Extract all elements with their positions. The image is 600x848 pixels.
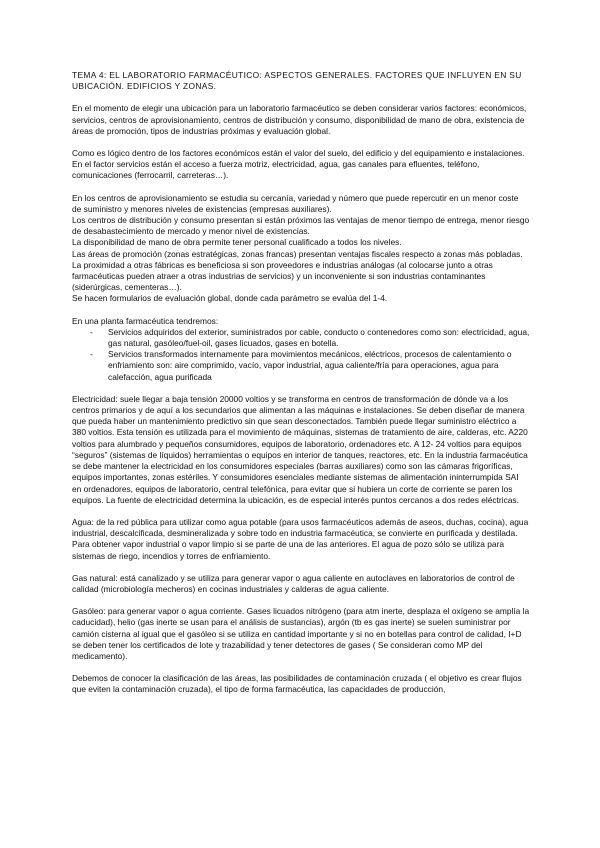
paragraph-electricity: Electricidad: suele llegar a baja tensión 20000 voltios y se transforma en centros de transformación de dónde va a los centros primarios y de aquí a los secundarios que alimentan a las máquinas e instalaciones. Se deben diseñar de manera que pueda haber un mantenimiento predictivo sin que sean desconectados. También puede llegar suministro eléctrico a 380 voltios. Esta tensión es utilizada para el movimiento de máquinas, sistemas de tratamiento de aire, calderas, etc. A220 voltios para alumbrado y pequeños consumidores, equipos de laboratorio, ordenadores etc. A 12- 24 voltios para equipos “seguros” (sistemas de líquidos) herramientas o equipos en interior de tanques, reactores, etc. En la industria farmacéutica se debe mantener la electricidad en los consumidores especiales (barras auxiliares) como son las cámaras frigoríficas, equipos importantes, zonas estériles. Y consumidores esenciales mediante sistemas de alimentación ininterrumpida SAI en ordenadores, equipos de laboratorio, central telefónica, para evitar que si hubiera un corte de corriente se paren los equipos. La fuente de electricidad determina la ubicación, es de especial interés puntos cercanos a dos redes eléctricas. (72, 393, 528, 505)
list-item: - Servicios adquiridos del exterior, suministrados por cable, conducto o contenedores como son: electricidad, agua, gas natural, gasóleo/fuel-oil, gases licuados, gases en botella. (90, 327, 530, 349)
block-line: Las áreas de promoción (zonas estratégicas, zonas francas) presentan ventajas fiscales respecto a zonas más pobladas. (72, 248, 523, 259)
block-line: Los centros de distribución y consumo presentan si están próximos las ventajas de menor tiempo de entrega, menor riesgo de desabastecimiento de mercado y menor nivel de existencias. (72, 215, 530, 237)
services-list (72, 327, 530, 383)
block-line: La proximidad a otras fábricas es beneficiosa si son proveedores e industrias análogas (al colocarse junto a otras farmacéuticas pueden atraer a otras industrias de servicios) y un inconveniente si son industrias contaminantes (siderúrgicas, cementeras…). (72, 259, 493, 293)
paragraph-water: Agua: de la red pública para utilizar como agua potable (para usos farmacéuticos además de aseos, duchas, cocina), agua industrial, descalcificada, desmineralizada y sobre todo en industria farmacéutica, se convierte en purificada y destilada. Para obtener vapor industrial o vapor limpio si se parte de una de las anteriores. El agua de pozo sólo se utiliza para sistemas de riego, incendios y torres de enfriamiento. (72, 516, 529, 561)
block-line: La disponibilidad de mano de obra permite tener personal cualificado a todos los niveles. (72, 237, 402, 248)
paragraph-natural-gas: Gas natural: está canalizado y se utiliza para generar vapor o agua caliente en autoclaves en laboratorios de control de calidad (microbiología mecheros) en cocinas industriales y calderas de agua caliente. (72, 572, 515, 594)
paragraph-gasoil: Gasóleo: para generar vapor o agua corriente. Gases licuados nitrógeno (para atm inerte, desplaza el oxígeno se amplía la caducidad), helio (gas inerte se usan para el análisis de sustancias), argón (tb es gas inerte) se suelen suministrar por camión cisterna al igual que el gasóleo si se utiliza en cantidad importante y si no en botellas para control de calidad, I+D se deben tener los certificados de lote y trazabilidad y tener detectores de gases ( Se consideran como MP del medicamento). (72, 606, 530, 661)
block-line: Se hacen formularios de evaluación global, donde cada parámetro se evalúa del 1-4. (72, 293, 388, 304)
paragraph-economic-services: Como es lógico dentro de los factores económicos están el valor del suelo, del edificio y del equipamiento e instalaciones. En el factor servicios están el acceso a fuerza motriz, electricidad, agua, gas canales para efluentes, teléfono, comunicaciones (ferrocarril, carreteras…). (72, 148, 525, 181)
block-line: En los centros de aprovisionamiento se estudia su cercanía, variedad y número que puede repercutir en un menor coste de suministro y menores niveles de existencias (empresas auxiliares). (72, 192, 519, 214)
document-title: TEMA 4: EL LABORATORIO FARMACÉUTICO: ASPECTOS GENERALES. FACTORES QUE INFLUYEN EN SU UBICACIÓN. EDIFICIOS Y ZONAS. (72, 70, 522, 92)
list-item: - Servicios transformados internamente para movimientos mecánicos, eléctricos, procesos de calentamiento o enfriamiento son: aire comprimido, vacío, vapor industrial, agua caliente/fría para operaciones, agua para calefacción, agua purificada (90, 349, 530, 383)
paragraph-block-supply-distribution (72, 193, 530, 305)
paragraph-location-factors: En el momento de elegir una ubicación para un laboratorio farmacéutico se deben considerar varios factores: económicos, servicios, centros de aprovisionamiento, centros de distribución y consumo, disponibilidad de mano de obra, existencia de áreas de promoción, tipos de industrias próximas y evaluación global. (72, 103, 527, 136)
paragraph-areas: Debemos de conocer la clasificación de las áreas, las posibilidades de contaminación cruzada ( el objetivo es crear flujos que eviten la contaminación cruzada), el tipo de forma farmacéutica, las capacidades de producción, (72, 673, 522, 695)
paragraph-plant-intro: En una planta farmacéutica tendremos: (72, 315, 219, 326)
